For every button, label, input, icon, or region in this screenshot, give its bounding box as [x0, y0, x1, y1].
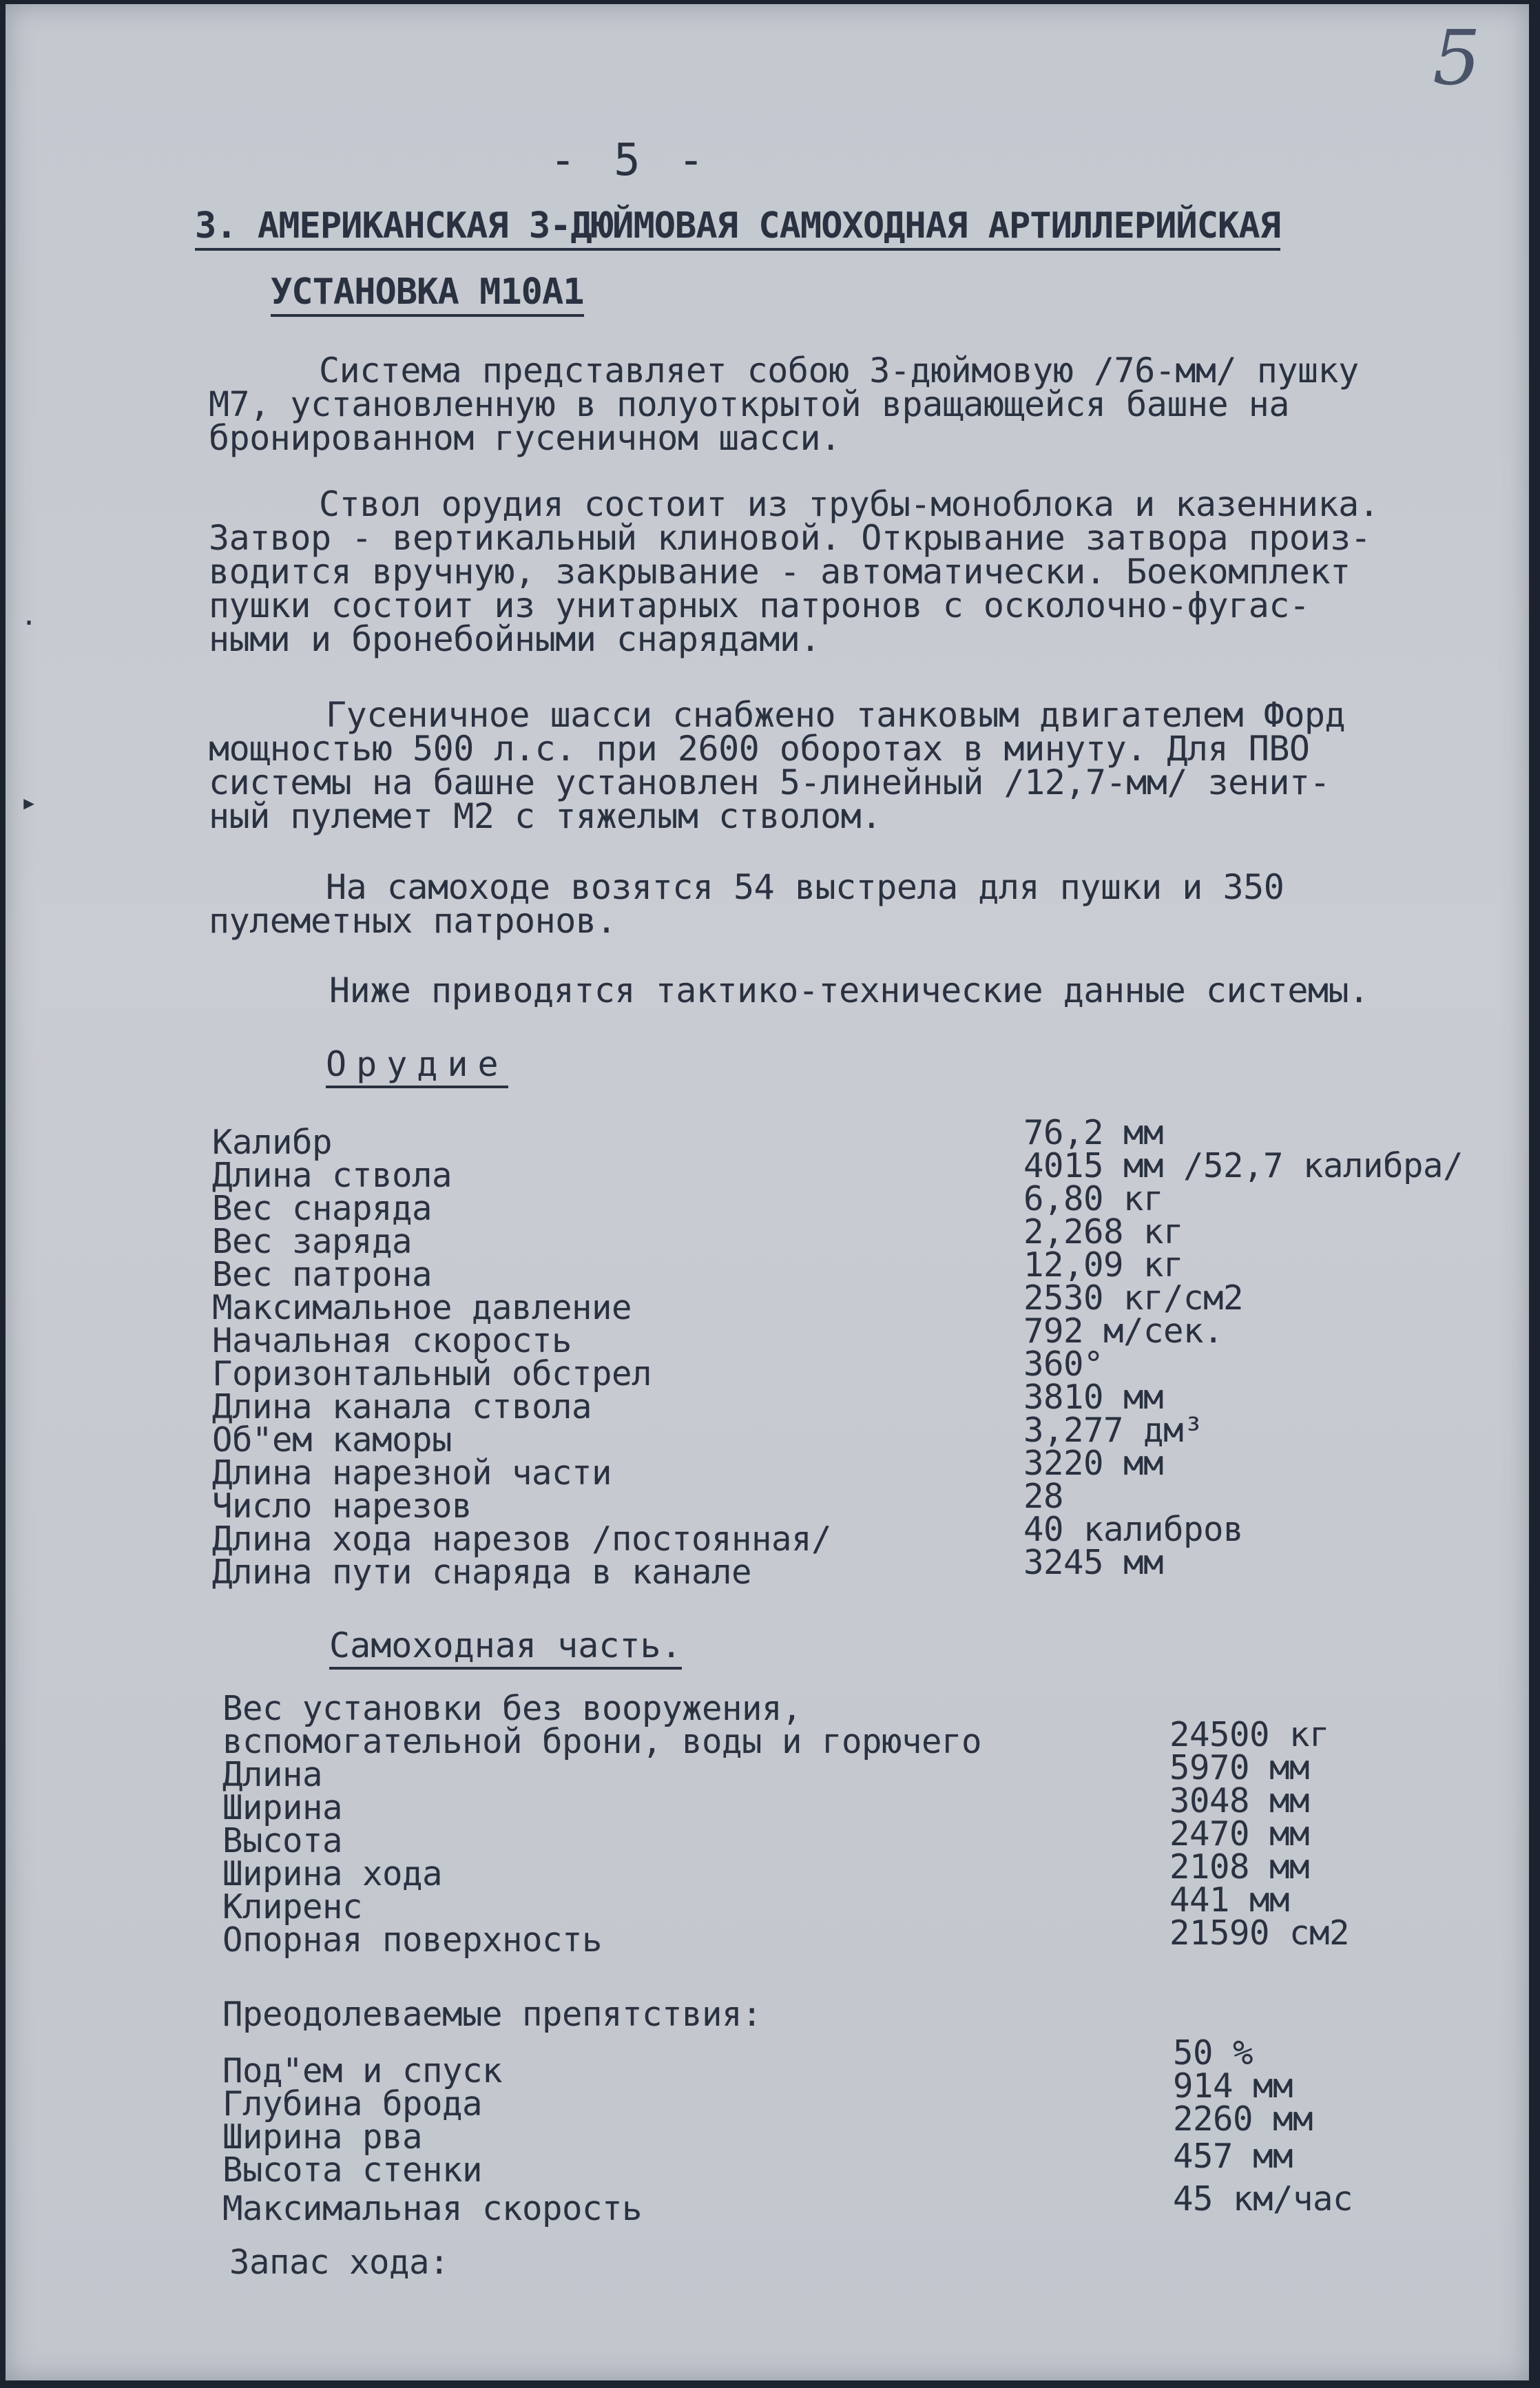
spec-label: Число нарезов	[212, 1486, 472, 1526]
document-page	[6, 4, 1529, 2380]
chassis-weight-value: 24500 кг	[1169, 1715, 1330, 1754]
spec-label: Высота стенки	[222, 2150, 483, 2190]
spec-label: Длина хода нарезов /постоянная/	[212, 1519, 832, 1559]
paragraph-4-line-1: На самоходе возятся 54 выстрела для пушки и 350	[326, 867, 1284, 907]
spec-label: Вес патрона	[212, 1255, 433, 1294]
page-number: - 5 -	[550, 135, 710, 186]
spec-value: 441 мм	[1169, 1880, 1290, 1920]
spec-value: 792 м/сек.	[1023, 1311, 1224, 1351]
paragraph-2-line-4: пушки состоит из унитарных патронов с осколочно-фугас-	[209, 585, 1310, 625]
spec-label: Калибр	[212, 1123, 333, 1162]
spec-label: Ширина	[222, 1788, 343, 1827]
spec-value: 5970 мм	[1169, 1748, 1310, 1787]
spec-value: 50 %	[1173, 2033, 1253, 2073]
spec-label: Высота	[222, 1821, 343, 1860]
paragraph-1-line-2: М7, установленную в полуоткрытой вращающейся башне на	[209, 384, 1289, 424]
spec-value: 360°	[1023, 1344, 1104, 1384]
title-line-2: УСТАНОВКА М10А1	[271, 271, 584, 317]
spec-label: Начальная скорость	[212, 1321, 572, 1360]
spec-value: 4015 мм /52,7 калибра/	[1023, 1146, 1464, 1185]
title-line-1: 3. АМЕРИКАНСКАЯ 3-ДЮЙМОВАЯ САМОХОДНАЯ АРТИЛЛЕРИЙСКАЯ	[195, 205, 1280, 251]
spec-label: Ширина рва	[222, 2117, 423, 2157]
paragraph-5-line-1: Ниже приводятся тактико-технические данные системы.	[329, 970, 1369, 1010]
spec-label: Под"ем и спуск	[222, 2051, 503, 2090]
spec-value: 2,268 кг	[1023, 1212, 1184, 1252]
paragraph-4-line-2: пулеметных патронов.	[209, 901, 617, 941]
paragraph-2-line-3: водится вручную, закрывание - автоматически. Боекомплект	[209, 552, 1351, 592]
spec-label: Длина канала ствола	[212, 1387, 592, 1426]
spec-value: 28	[1023, 1477, 1064, 1516]
spec-value: 12,09 кг	[1023, 1245, 1184, 1285]
spec-label: Максимальное давление	[212, 1288, 632, 1327]
paragraph-1-line-3: бронированном гусеничном шасси.	[209, 418, 841, 458]
paragraph-2-line-5: ными и бронебойными снарядами.	[209, 619, 821, 659]
spec-label: Глубина брода	[222, 2084, 483, 2124]
spec-value: 76,2 мм	[1023, 1113, 1164, 1152]
chassis-weight-label-2: вспомогательной брони, воды и горючего	[222, 1722, 982, 1761]
spec-label: Максимальная скорость	[222, 2189, 643, 2228]
spec-value: 3220 мм	[1023, 1444, 1164, 1483]
margin-mark: ▸	[21, 787, 38, 818]
paragraph-1-line-1: Система представляет собою 3-дюймовую /76-мм/ пушку	[319, 351, 1359, 391]
spec-value: 40 калибров	[1023, 1510, 1244, 1549]
paragraph-3-line-4: ный пулемет М2 с тяжелым стволом.	[209, 796, 882, 836]
spec-value: 3810 мм	[1023, 1378, 1164, 1417]
section-gun-heading: Орудие	[326, 1044, 508, 1088]
spec-label: Опорная поверхность	[222, 1920, 603, 1960]
spec-value: 2260 мм	[1173, 2099, 1313, 2139]
spec-value: 2470 мм	[1169, 1814, 1310, 1854]
paragraph-3-line-1: Гусеничное шасси снабжено танковым двигателем Форд	[326, 695, 1346, 735]
paragraph-2-line-2: Затвор - вертикальный клиновой. Открывание затвора произ-	[209, 518, 1371, 558]
spec-label: Длина пути снаряда в канале	[212, 1553, 752, 1592]
spec-value: 457 мм	[1173, 2137, 1293, 2176]
spec-label: Об"ем каморы	[212, 1420, 452, 1460]
paragraph-2-line-1: Ствол орудия состоит из трубы-моноблока и казенника.	[319, 484, 1380, 524]
spec-label: Клиренс	[222, 1887, 363, 1927]
range-heading: Запас хода:	[229, 2243, 450, 2282]
margin-mark: ·	[21, 608, 38, 639]
spec-value: 3245 мм	[1023, 1543, 1164, 1582]
spec-value: 3048 мм	[1169, 1781, 1310, 1820]
paragraph-3-line-2: мощностью 500 л.с. при 2600 оборотах в минуту. Для ПВО	[209, 729, 1310, 769]
spec-label: Длина ствола	[212, 1156, 452, 1195]
spec-label: Ширина хода	[222, 1854, 443, 1893]
spec-value: 2108 мм	[1169, 1847, 1310, 1887]
spec-value: 45 км/час	[1173, 2179, 1353, 2219]
spec-value: 21590 см2	[1169, 1913, 1350, 1953]
spec-label: Длина нарезной части	[212, 1453, 612, 1493]
spec-label: Вес заряда	[212, 1222, 413, 1261]
obstacles-heading: Преодолеваемые препятствия:	[222, 1995, 762, 2034]
spec-label: Вес снаряда	[212, 1189, 433, 1228]
spec-value: 914 мм	[1173, 2066, 1293, 2106]
spec-value: 6,80 кг	[1023, 1179, 1164, 1218]
spec-value: 2530 кг/см2	[1023, 1278, 1244, 1318]
section-chassis-heading: Самоходная часть.	[329, 1626, 682, 1670]
spec-label: Горизонтальный обстрел	[212, 1354, 652, 1393]
spec-value: 3,277 дм³	[1023, 1411, 1204, 1450]
spec-label: Длина	[222, 1755, 323, 1794]
corner-page-number: 5	[1433, 14, 1481, 102]
chassis-weight-label-1: Вес установки без вооружения,	[222, 1689, 802, 1728]
paragraph-3-line-3: системы на башне установлен 5-линейный /12,7-мм/ зенит-	[209, 762, 1331, 802]
